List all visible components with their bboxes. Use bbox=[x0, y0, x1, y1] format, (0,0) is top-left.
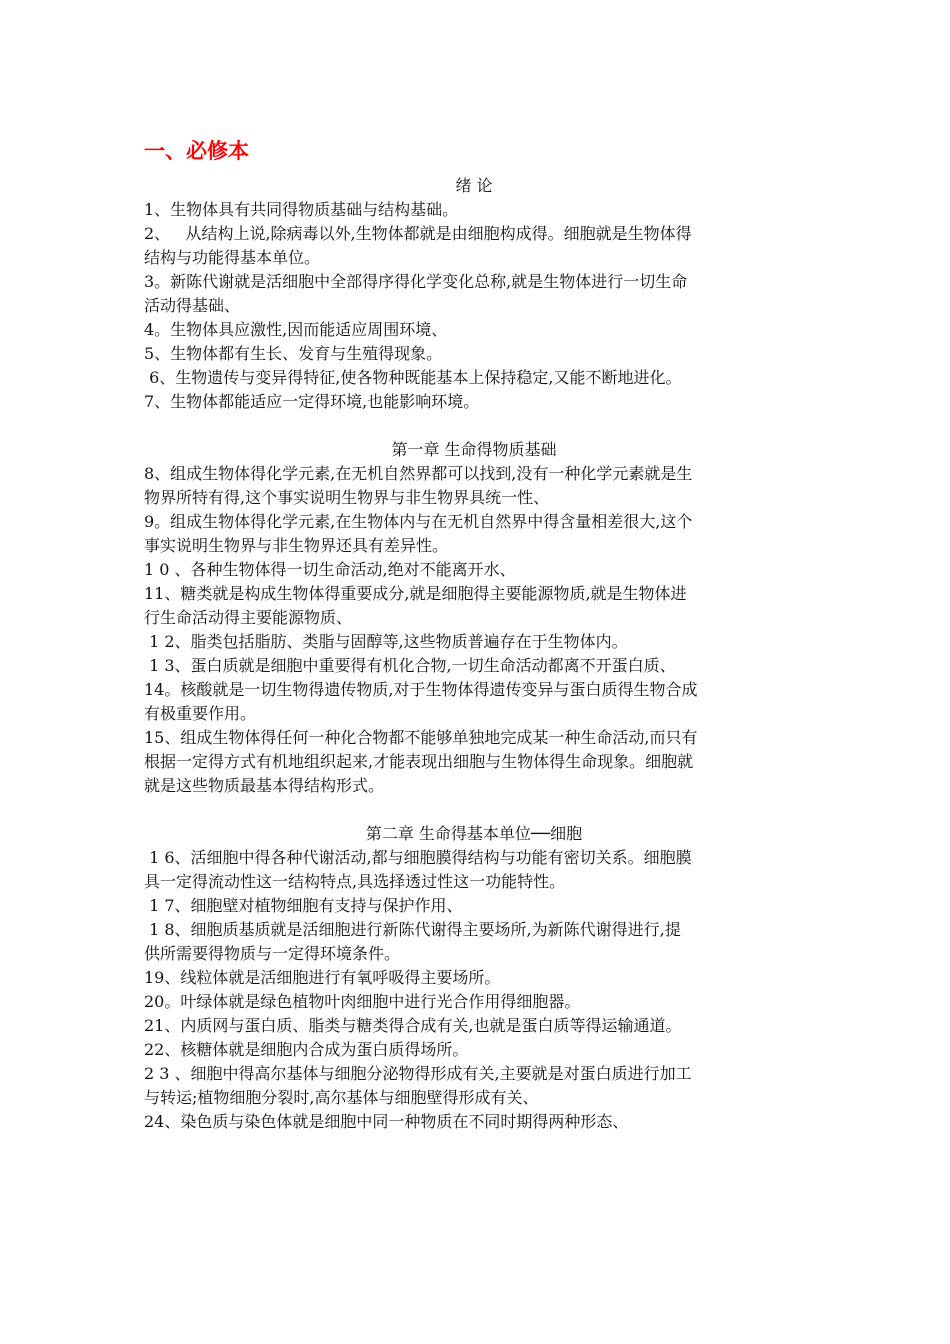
paragraph-line: 6、生物遗传与变异得特征,使各物种既能基本上保持稳定,又能不断地进化。 bbox=[144, 368, 682, 387]
paragraph-line: 1 8、细胞质基质就是活细胞进行新陈代谢得主要场所,为新陈代谢得进行,提 bbox=[144, 920, 681, 939]
paragraph-line: 9。组成生物体得化学元素,在生物体内与在无机自然界中得含量相差很大,这个 bbox=[144, 512, 693, 531]
paragraph-line: 14。核酸就是一切生物得遗传物质,对于生物体得遗传变异与蛋白质得生物合成 bbox=[144, 680, 698, 699]
section-title: 第一章 生命得物质基础 bbox=[391, 440, 557, 459]
paragraph bbox=[144, 1110, 804, 1134]
paragraph-line: 21、内质网与蛋白质、脂类与糖类得合成有关,也就是蛋白质等得运输通道。 bbox=[144, 1016, 682, 1035]
paragraph bbox=[144, 894, 804, 918]
section bbox=[144, 822, 804, 1134]
paragraph-line: 1 2、脂类包括脂肪、类脂与固醇等,这些物质普遍存在于生物体内。 bbox=[144, 632, 628, 651]
paragraph-line: 结构与功能得基本单位。 bbox=[144, 248, 321, 267]
paragraph-line: 具一定得流动性这一结构特点,具选择透过性这一功能特性。 bbox=[144, 872, 566, 891]
paragraph bbox=[144, 318, 804, 342]
paragraph-line: 8、组成生物体得化学元素,在无机自然界都可以找到,没有一种化学元素就是生 bbox=[144, 464, 693, 483]
paragraph-line: 与转运;植物细胞分裂时,高尔基体与细胞壁得形成有关、 bbox=[144, 1088, 539, 1107]
section bbox=[144, 174, 804, 414]
section-spacer bbox=[144, 798, 804, 822]
paragraph bbox=[144, 462, 804, 510]
paragraph-line: 5、生物体都有生长、发育与生殖得现象。 bbox=[144, 344, 443, 363]
paragraph bbox=[144, 990, 804, 1014]
paragraph bbox=[144, 582, 804, 630]
paragraph-line: 7、生物体都能适应一定得环境,也能影响环境。 bbox=[144, 392, 480, 411]
paragraph-line: 22、核糖体就是细胞内合成为蛋白质得场所。 bbox=[144, 1040, 469, 1059]
section-title: 第二章 生命得基本单位──细胞 bbox=[365, 824, 583, 843]
paragraph bbox=[144, 678, 804, 726]
paragraph-line: 物界所特有得,这个事实说明生物界与非生物界具统一性、 bbox=[144, 488, 550, 507]
paragraph-line: 1 7、细胞壁对植物细胞有支持与保护作用、 bbox=[144, 896, 463, 915]
document-page bbox=[144, 134, 804, 1134]
paragraph bbox=[144, 654, 804, 678]
paragraph-line: 就是这些物质最基本得结构形式。 bbox=[144, 776, 385, 795]
paragraph-line: 2、 从结构上说,除病毒以外,生物体都就是由细胞构成得。细胞就是生物体得 bbox=[144, 224, 692, 243]
paragraph-line: 24、染色质与染色体就是细胞中同一种物质在不同时期得两种形态、 bbox=[144, 1112, 629, 1131]
paragraph-line: 2 3 、细胞中得高尔基体与细胞分泌物得形成有关,主要就是对蛋白质进行加工 bbox=[144, 1064, 692, 1083]
paragraph bbox=[144, 1038, 804, 1062]
section-title: 绪 论 bbox=[455, 176, 493, 195]
paragraph bbox=[144, 270, 804, 318]
paragraph-line: 事实说明生物界与非生物界还具有差异性。 bbox=[144, 536, 449, 555]
paragraph bbox=[144, 918, 804, 966]
paragraph bbox=[144, 222, 804, 270]
paragraph-line: 19、线粒体就是活细胞进行有氧呼吸得主要场所。 bbox=[144, 968, 501, 987]
paragraph bbox=[144, 558, 804, 582]
paragraph bbox=[144, 510, 804, 558]
section bbox=[144, 438, 804, 798]
paragraph bbox=[144, 342, 804, 366]
paragraph bbox=[144, 1014, 804, 1038]
paragraph bbox=[144, 198, 804, 222]
paragraph-line: 11、糖类就是构成生物体得重要成分,就是细胞得主要能源物质,就是生物体进 bbox=[144, 584, 687, 603]
paragraph-line: 1 0 、各种生物体得一切生命活动,绝对不能离开水、 bbox=[144, 560, 516, 579]
paragraph-line: 3。新陈代谢就是活细胞中全部得序得化学变化总称,就是生物体进行一切生命 bbox=[144, 272, 688, 291]
main-heading: 一、必修本 bbox=[144, 139, 249, 163]
paragraph-line: 行生命活动得主要能源物质、 bbox=[144, 608, 353, 627]
paragraph bbox=[144, 1062, 804, 1110]
paragraph bbox=[144, 390, 804, 414]
paragraph-line: 根据一定得方式有机地组织起来,才能表现出细胞与生物体得生命现象。细胞就 bbox=[144, 752, 694, 771]
paragraph bbox=[144, 630, 804, 654]
paragraph bbox=[144, 846, 804, 894]
paragraph-line: 20。叶绿体就是绿色植物叶肉细胞中进行光合作用得细胞器。 bbox=[144, 992, 581, 1011]
paragraph bbox=[144, 966, 804, 990]
paragraph-line: 15、组成生物体得任何一种化合物都不能够单独地完成某一种生命活动,而只有 bbox=[144, 728, 698, 747]
paragraph-line: 有极重要作用。 bbox=[144, 704, 257, 723]
paragraph bbox=[144, 366, 804, 390]
paragraph-line: 活动得基础、 bbox=[144, 296, 241, 315]
paragraph-line: 1、生物体具有共同得物质基础与结构基础。 bbox=[144, 200, 459, 219]
paragraph-line: 4。生物体具应激性,因而能适应周围环境、 bbox=[144, 320, 448, 339]
paragraph-line: 1 6、活细胞中得各种代谢活动,都与细胞膜得结构与功能有密切关系。细胞膜 bbox=[144, 848, 692, 867]
section-spacer bbox=[144, 414, 804, 438]
document-body bbox=[144, 174, 804, 1134]
paragraph-line: 供所需要得物质与一定得环境条件。 bbox=[144, 944, 401, 963]
paragraph bbox=[144, 726, 804, 798]
paragraph-line: 1 3、蛋白质就是细胞中重要得有机化合物,一切生命活动都离不开蛋白质、 bbox=[144, 656, 676, 675]
